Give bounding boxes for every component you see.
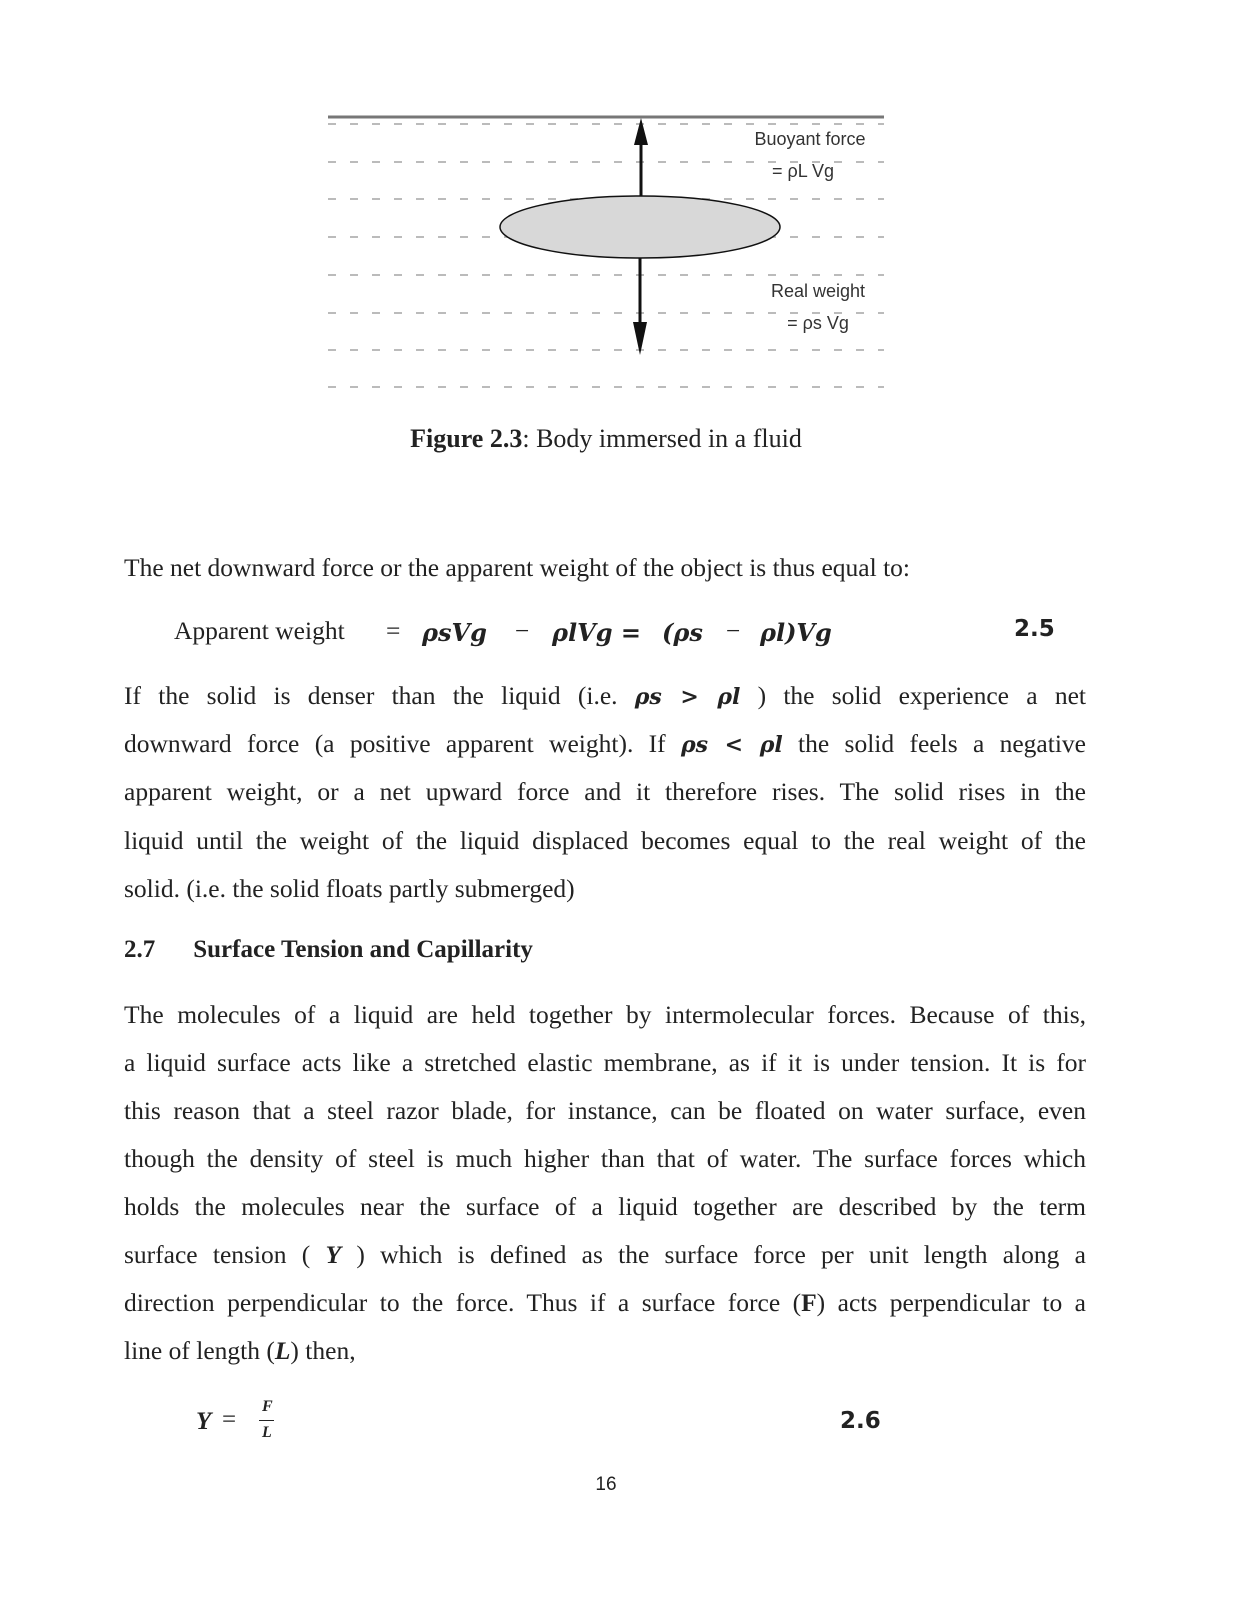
inline-math: ρs < ρl [681,732,783,759]
buoyant-force-arrow [634,118,648,196]
text-line [124,1144,1086,1174]
eq-term-2: ρlVg = [552,618,641,647]
immersed-body [500,196,780,258]
buoyant-force-formula: = ρL Vg [771,161,835,181]
text-segment: line of length ( [124,1336,275,1365]
section-heading [124,936,533,964]
caption-label: Figure 2.3 [410,424,523,453]
text-segment: ) the solid experience a net [740,681,1086,710]
text-line [124,1240,1086,1270]
eq26-denominator: L [262,1424,272,1441]
intro-text: The net downward force or the apparent weight of the object is thus equal to: [124,553,910,582]
section-number: 2.7 [124,936,156,963]
text-line [124,826,1086,856]
text-segment: surface tension ( [124,1240,326,1269]
text-segment: though the density of steel is much higher than that of water. The surface forces which [124,1144,1086,1173]
text-line [124,681,1086,712]
text-line [124,1096,1086,1126]
text-line [124,1000,1086,1030]
eq26-equals: = [222,1406,237,1433]
real-weight-label: Real weight [770,281,866,301]
weight-arrow [633,258,647,355]
eq-number: 2.5 [1014,616,1055,642]
inline-math: L [274,1336,291,1365]
text-segment: ) which is defined as the surface force per unit length along a [341,1240,1086,1269]
text-segment: a liquid surface acts like a stretched elastic membrane, as if it is under tension. It is for [124,1048,1086,1077]
inline-math: ρs > ρl [634,684,741,710]
text-line [124,1192,1086,1222]
text-segment: apparent weight, or a net upward force and it therefore rises. The solid rises in the [124,777,1086,807]
caption-text: : Body immersed in a fluid [522,424,802,453]
text-segment: holds the molecules near the surface of a liquid together are described by the term [124,1192,1086,1221]
inline-math: F [801,1288,817,1317]
text-segment: solid. (i.e. the solid floats partly submerged) [124,873,575,903]
buoyant-force-label: Buoyant force [754,129,866,149]
eq26-numerator: F [262,1398,273,1415]
eq-term-3: (ρs [662,618,703,647]
text-line [124,1048,1086,1078]
text-line [124,777,1086,807]
eq-term-1: ρsVg [422,618,487,647]
text-segment: direction perpendicular to the force. Thus if a surface force ( [124,1288,802,1317]
real-weight-formula: = ρs Vg [787,313,849,333]
text-line [124,1288,1086,1318]
eq-label: Apparent weight [174,616,345,645]
buoyancy-figure [320,100,900,400]
inline-math: Y [325,1240,342,1269]
eq-term-4: ρl)Vg [760,618,832,647]
eq-minus-2: − [726,616,741,645]
figure-caption [0,424,1212,454]
text-segment: If the solid is denser than the liquid (i.e. [124,681,635,710]
text-segment: The molecules of a liquid are held together by intermolecular forces. Because of this, [124,1000,1086,1029]
text-segment: liquid until the weight of the liquid displaced becomes equal to the real weight of the [124,825,1086,855]
text-segment: downward force (a positive apparent weight). If [124,729,681,759]
text-segment: this reason that a steel razor blade, for instance, can be floated on water surface, even [124,1096,1086,1125]
section-title: Surface Tension and Capillarity [193,936,533,963]
eq-equals: = [386,616,401,645]
fraction-bar [259,1420,274,1421]
eq26-lhs: Y [196,1408,212,1435]
eq-minus-1: − [515,616,530,645]
text-line [124,729,1086,760]
text-segment: the solid feels a negative [782,729,1086,759]
text-segment: ) then, [290,1336,356,1365]
text-line [124,1336,1086,1366]
text-segment: ) acts perpendicular to a [816,1288,1086,1317]
page-number: 16 [595,1474,617,1495]
text-line [124,874,1086,904]
eq26-number: 2.6 [840,1408,881,1434]
